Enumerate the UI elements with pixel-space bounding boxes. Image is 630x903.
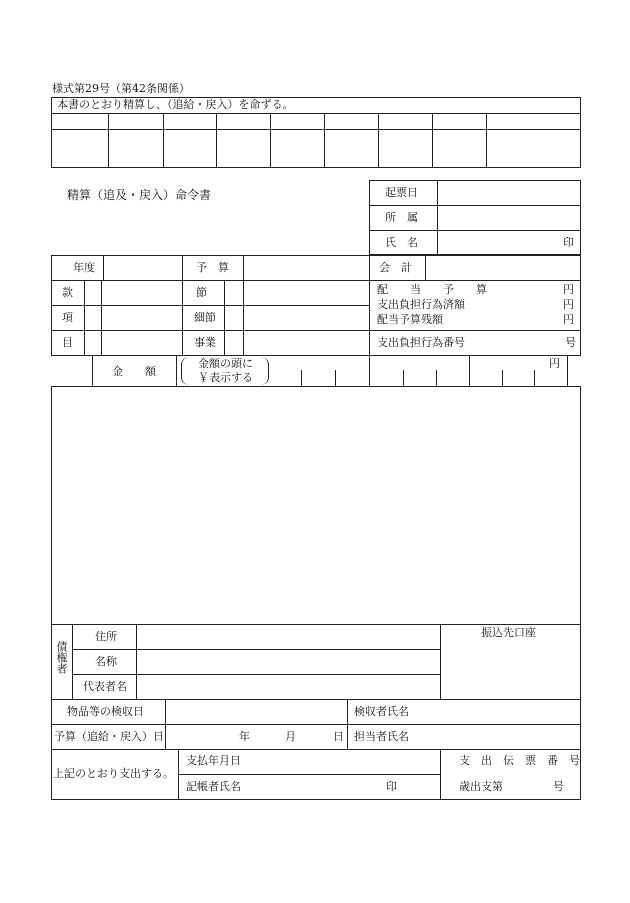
saisetsu-label: 細節 xyxy=(194,311,216,324)
go-mark: 号 xyxy=(565,336,576,349)
page-title: 精算（追及・戻入）命令書 xyxy=(67,188,212,202)
amount-label: 金 額 xyxy=(112,365,156,378)
account-label: 会 計 xyxy=(379,261,412,274)
spending-number-label: 支出負担行為番号 xyxy=(377,336,465,349)
details-area xyxy=(51,386,581,625)
budget-date-label: 予算（追給・戻入）日 xyxy=(54,730,164,743)
day-label: 日 xyxy=(333,730,344,743)
yen-mark-1: 円 xyxy=(563,283,574,296)
year-label: 年 xyxy=(239,730,250,743)
department-label: 所 属 xyxy=(385,211,418,224)
amount-note-line2: ￥表示する xyxy=(198,371,253,384)
kou-label: 項 xyxy=(62,311,73,324)
person-in-charge-label: 担当者氏名 xyxy=(354,730,409,743)
moku-label: 目 xyxy=(62,336,73,349)
yen-mark-2: 円 xyxy=(563,298,574,311)
jigyou-label: 事業 xyxy=(194,336,216,349)
inspector-name-label: 検収者氏名 xyxy=(354,705,409,718)
payment-date-label: 支払年月日 xyxy=(186,754,241,767)
creditor-name-label: 名称 xyxy=(95,655,117,668)
top-instruction: 本書のとおり精算し、（追給・戻入）を命ずる。 xyxy=(57,98,294,111)
name-label: 氏 名 xyxy=(385,236,418,249)
amount-yen-mark: 円 xyxy=(549,357,560,370)
fiscal-year-label: 年度 xyxy=(73,261,95,274)
remaining-budget-label: 配当予算残額 xyxy=(377,313,443,326)
fiscal-out-label: 歳出支第 xyxy=(459,780,503,793)
pay-statement: 上記のとおり支出する。 xyxy=(53,767,174,780)
fiscal-out-go-mark: 号 xyxy=(553,780,564,793)
form-number: 様式第29号（第42条関係） xyxy=(52,82,190,95)
setsu-label: 節 xyxy=(196,286,207,299)
representative-label: 代表者名 xyxy=(83,680,127,693)
recorder-seal-mark: 印 xyxy=(386,780,397,793)
spending-done-label: 支出負担行為済額 xyxy=(377,298,465,311)
month-label: 月 xyxy=(285,730,296,743)
voucher-number-label: 支 出 伝 票 番 号 xyxy=(459,754,580,767)
address-label: 住所 xyxy=(95,630,117,643)
seal-mark: 印 xyxy=(563,236,574,249)
budget-label: 予 算 xyxy=(196,261,229,274)
yen-mark-3: 円 xyxy=(563,313,574,326)
inspection-date-label: 物品等の検収日 xyxy=(67,705,144,718)
allocated-budget-label: 配 当 予 算 xyxy=(377,283,487,296)
recorder-name-label: 記帳者氏名 xyxy=(186,780,241,793)
amount-note-line1: 金額の頭に xyxy=(198,357,253,370)
bank-account-label: 振込先口座 xyxy=(481,626,536,639)
creditor-label: 債権者 xyxy=(55,641,68,674)
draft-date-label: 起票日 xyxy=(385,186,418,199)
kan-label: 款 xyxy=(62,286,73,299)
